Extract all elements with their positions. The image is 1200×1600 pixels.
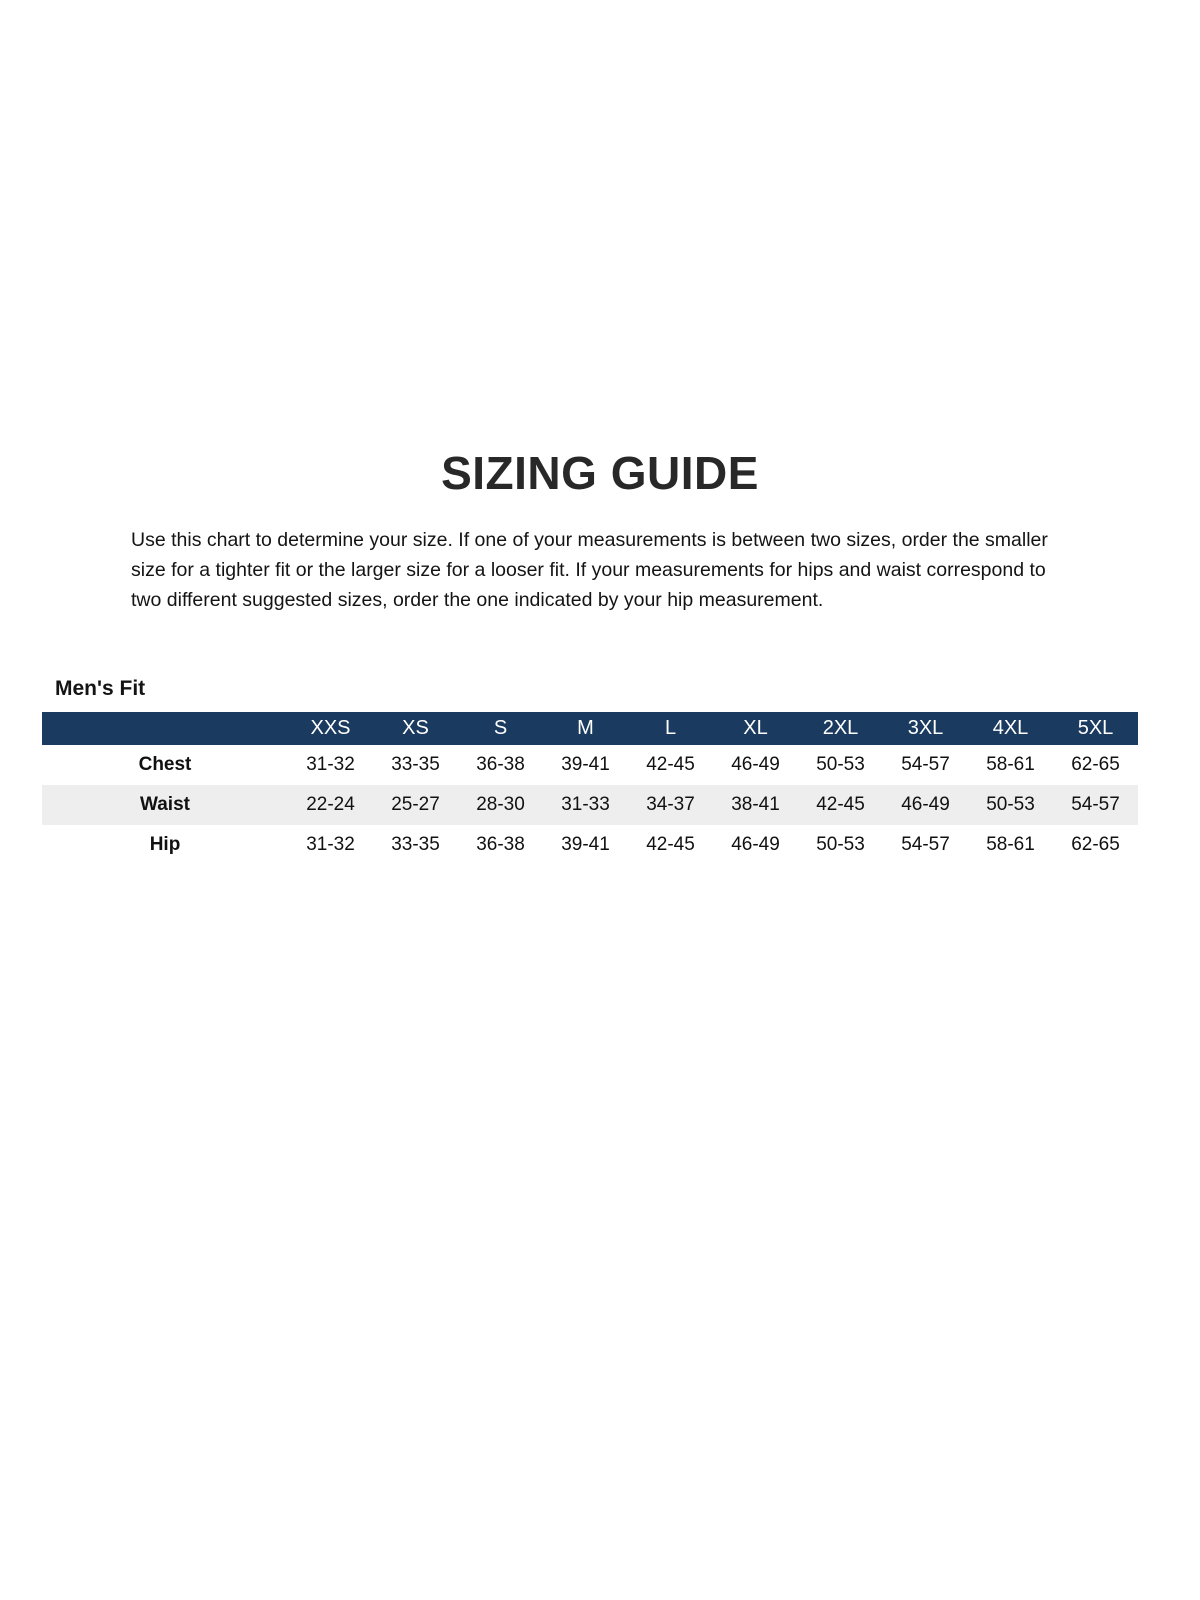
size-cell: 36-38	[476, 753, 525, 775]
size-cell: 58-61	[986, 833, 1035, 855]
size-cell: 50-53	[816, 753, 865, 775]
size-cell: 46-49	[731, 753, 780, 775]
size-cell: 25-27	[391, 793, 440, 815]
size-cell: 22-24	[306, 793, 355, 815]
section-label-mens-fit: Men's Fit	[55, 676, 146, 700]
row-label: Waist	[140, 793, 190, 815]
size-cell: 34-37	[646, 793, 695, 815]
corner-cell	[42, 712, 288, 745]
size-table-header-row	[42, 712, 1138, 745]
size-cell: 54-57	[901, 833, 950, 855]
size-cell: 39-41	[561, 753, 610, 775]
intro-text: Use this chart to determine your size. If one of your measurements is between two sizes, order the smaller size for a tighter fit or the larger size for a looser fit. If your measurements for hips and waist correspond to two different suggested sizes, order the one indicated by your hip measurement.	[131, 528, 1048, 611]
size-cell: 46-49	[901, 793, 950, 815]
size-column-header: 3XL	[883, 712, 968, 745]
size-column-header: L	[628, 712, 713, 745]
size-cell: 54-57	[901, 753, 950, 775]
size-cell: 54-57	[1071, 793, 1120, 815]
size-cell: 28-30	[476, 793, 525, 815]
size-cell: 31-32	[306, 753, 355, 775]
size-cell: 62-65	[1071, 833, 1120, 855]
size-column-header: 2XL	[798, 712, 883, 745]
size-cell: 38-41	[731, 793, 780, 815]
row-label: Hip	[149, 833, 181, 855]
size-cell: 33-35	[391, 753, 440, 775]
table-row	[42, 825, 1138, 865]
size-cell: 39-41	[561, 833, 610, 855]
size-column-header: 4XL	[968, 712, 1053, 745]
table-row	[42, 785, 1138, 825]
size-cell: 50-53	[816, 833, 865, 855]
size-column-header: XS	[373, 712, 458, 745]
page-title: SIZING GUIDE	[441, 447, 759, 499]
size-cell: 33-35	[391, 833, 440, 855]
size-cell: 42-45	[646, 753, 695, 775]
size-cell: 42-45	[646, 833, 695, 855]
size-column-header: XXS	[288, 712, 373, 745]
size-cell: 62-65	[1071, 753, 1120, 775]
size-column-header: S	[458, 712, 543, 745]
size-cell: 36-38	[476, 833, 525, 855]
size-cell: 58-61	[986, 753, 1035, 775]
size-cell: 42-45	[816, 793, 865, 815]
row-label: Chest	[138, 753, 192, 775]
size-column-header: M	[543, 712, 628, 745]
size-cell: 50-53	[986, 793, 1035, 815]
size-cell: 46-49	[731, 833, 780, 855]
size-table-body	[42, 745, 1138, 865]
table-row	[42, 745, 1138, 785]
size-column-header: 5XL	[1053, 712, 1138, 745]
size-cell: 31-32	[306, 833, 355, 855]
size-column-header: XL	[713, 712, 798, 745]
size-table	[42, 712, 1138, 865]
size-cell: 31-33	[561, 793, 610, 815]
